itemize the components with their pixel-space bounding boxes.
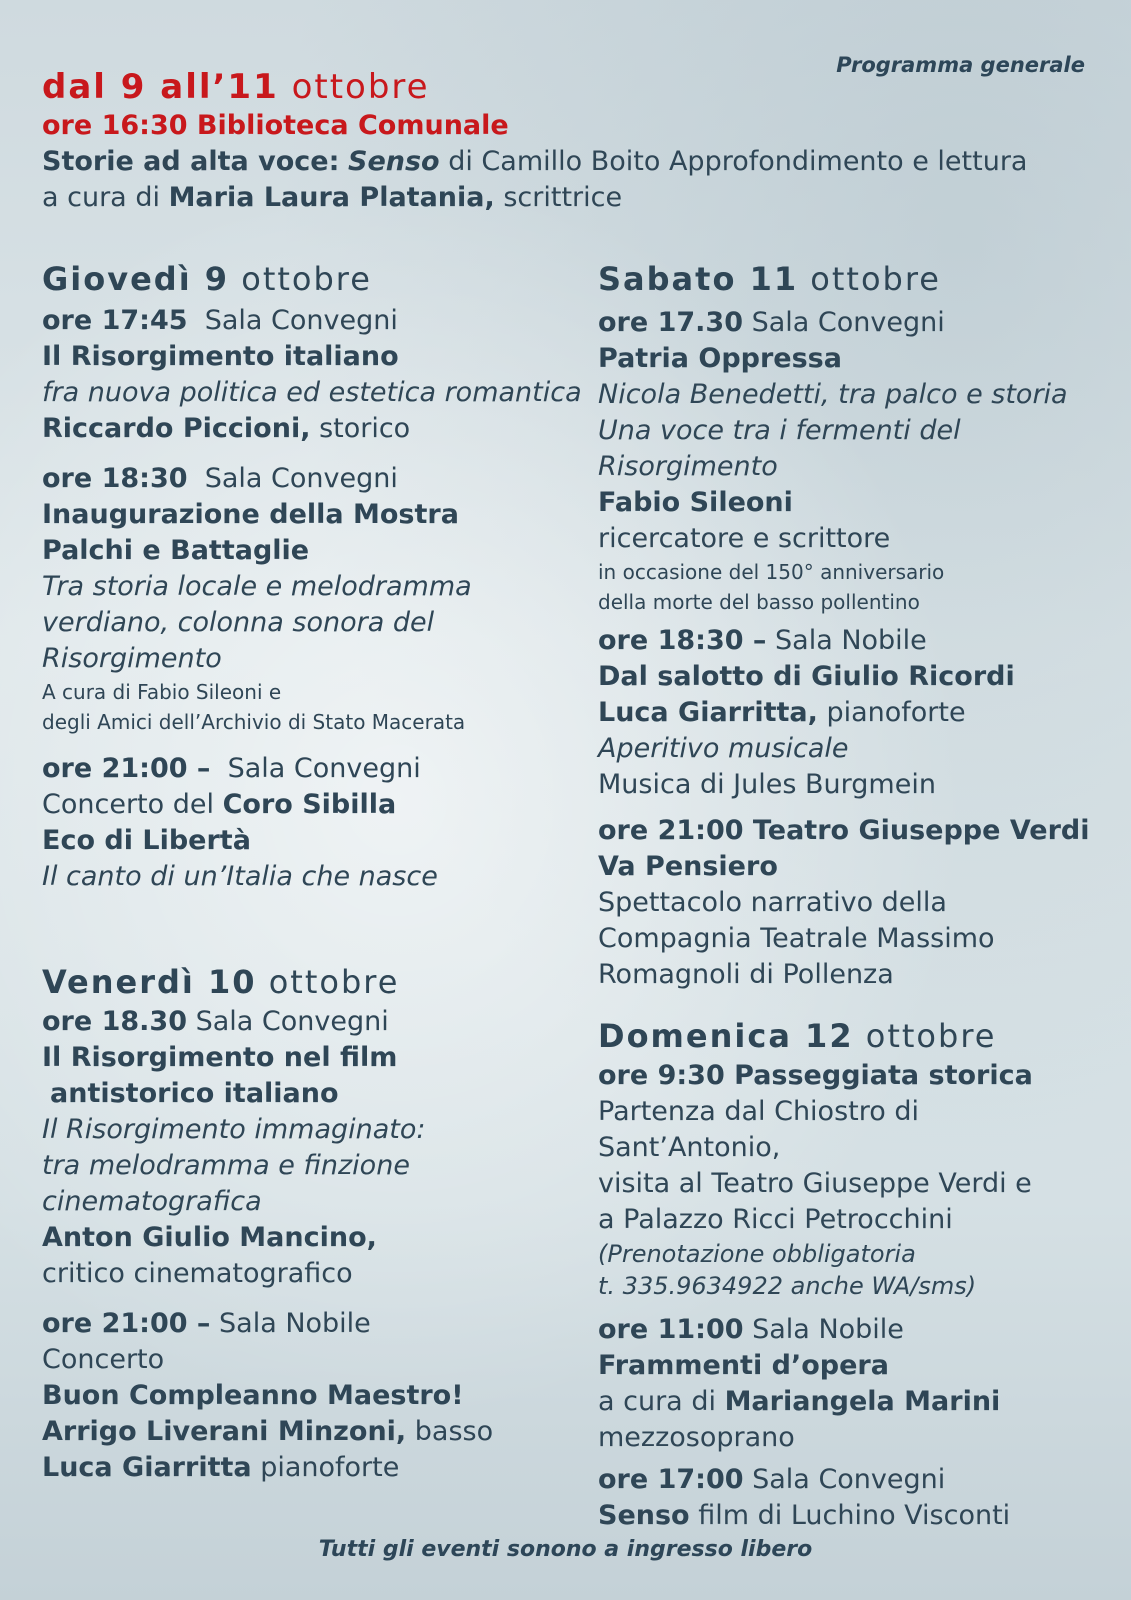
event-time: ore 17.30: [598, 307, 743, 338]
event-time: ore 18:30: [42, 463, 188, 494]
event-subtitle: Risorgimento: [42, 643, 222, 674]
day-month: ottobre: [241, 260, 372, 298]
performer: [598, 695, 1089, 731]
booking-note: (Prenotazione obbligatoria: [598, 1240, 916, 1268]
event-concert: [42, 787, 582, 823]
event-subtitle: Una voce tra i fermenti del: [598, 415, 961, 446]
event-film: [598, 1498, 1033, 1534]
event-title: Il Risorgimento nel film: [42, 1042, 398, 1073]
day-heading: [42, 259, 582, 299]
event-subtitle: Risorgimento: [598, 451, 778, 482]
event: [42, 751, 582, 895]
day-name: Sabato 11: [598, 260, 799, 298]
event-title: Eco di Libertà: [42, 825, 251, 856]
event-note: in occasione del 150° anniversario: [598, 560, 945, 584]
event-subtitle: verdiano, colonna sonora del: [42, 607, 435, 638]
intro-title-rest: di Camillo Boito Approfondimento e lettura: [448, 146, 1028, 177]
intro-dates-month: ottobre: [291, 67, 430, 107]
event-note: A cura di Fabio Sileoni e: [42, 680, 282, 704]
event: [42, 461, 582, 737]
event-place: Sala Convegni: [751, 307, 945, 338]
performer-name: Arrigo Liverani Minzoni,: [42, 1416, 407, 1447]
event-place: Sala Convegni: [227, 753, 421, 784]
event: [598, 623, 1089, 803]
curator-role: mezzosoprano: [598, 1422, 795, 1453]
performer-role: basso: [414, 1416, 494, 1447]
event-subtitle: Tra storia locale e melodramma: [42, 571, 472, 602]
event-description: Romagnoli di Pollenza: [598, 959, 894, 990]
program-label: Programma generale: [836, 53, 1085, 77]
intro-title-italic: Senso: [348, 146, 440, 177]
performer-name: Luca Giarritta: [42, 1452, 252, 1483]
event-subtitle: cinematografica: [42, 1186, 262, 1217]
event-place: Sala Convegni: [204, 463, 398, 494]
event-place: Sala Convegni: [195, 1006, 389, 1037]
concert-choir: Coro Sibilla: [222, 789, 397, 820]
event-time-place: [42, 461, 582, 497]
event-time: ore 18:30 –: [598, 625, 767, 656]
event-time-title: ore 9:30 Passeggiata storica: [598, 1060, 1033, 1091]
event-type: Concerto: [42, 1344, 165, 1375]
film-director: film di Luchino Visconti: [698, 1500, 1011, 1531]
event-subtitle: tra melodramma e finzione: [42, 1150, 410, 1181]
venerdi-section: [42, 962, 493, 1486]
event-time: ore 21:00 –: [42, 753, 211, 784]
day-heading: [42, 962, 493, 1002]
footer-note: Tutti gli eventi sonono a ingresso libero: [318, 1537, 813, 1562]
event-description: Spettacolo narrativo della: [598, 887, 947, 918]
event-description: Compagnia Teatrale Massimo: [598, 923, 995, 954]
event-time: ore 17:00: [598, 1464, 744, 1495]
intro-time-place: ore 16:30 Biblioteca Comunale: [42, 110, 509, 141]
event-subtitle: Aperitivo musicale: [598, 733, 849, 764]
event-description: Sant’Antonio,: [598, 1132, 781, 1163]
event: [598, 1312, 1033, 1456]
event-time-place: [598, 1462, 1033, 1498]
event-title: Palchi e Battaglie: [42, 535, 310, 566]
performer-name: Luca Giarritta,: [598, 697, 818, 728]
event-time-place: [598, 1312, 1033, 1348]
event-speaker: [42, 411, 582, 447]
event-note: degli Amici dell’Archivio di Stato Macerata: [42, 710, 466, 734]
day-month: ottobre: [268, 963, 400, 1001]
intro-curator-role: scrittrice: [503, 182, 623, 213]
speaker-role: storico: [319, 413, 411, 444]
speaker-name: Anton Giulio Mancino,: [42, 1222, 377, 1253]
event-description: Partenza dal Chiostro di: [598, 1096, 919, 1127]
event-subtitle: fra nuova politica ed estetica romantica: [42, 377, 582, 408]
intro-curator: [42, 180, 1027, 216]
event-title: Frammenti d’opera: [598, 1350, 889, 1381]
event-time-place: ore 21:00 Teatro Giuseppe Verdi: [598, 815, 1090, 846]
event: [598, 1058, 1033, 1302]
event-title: Buon Compleanno Maestro!: [42, 1380, 464, 1411]
domenica-section: [598, 1016, 1033, 1534]
speaker-name: Riccardo Piccioni,: [42, 413, 311, 444]
event-time: ore 18.30: [42, 1006, 187, 1037]
event-time: ore 17:45: [42, 305, 188, 336]
intro-title: [42, 144, 1027, 180]
event-time: ore 21:00 –: [42, 1308, 211, 1339]
intro-dates-bold: dal 9 all’11: [42, 67, 279, 107]
event-title: Patria Oppressa: [598, 343, 842, 374]
event-place: Sala Nobile: [752, 1314, 904, 1345]
film-title: Senso: [598, 1500, 690, 1531]
event: [598, 813, 1089, 993]
speaker-name: Fabio Sileoni: [598, 487, 793, 518]
intro-curator-name: Maria Laura Platania,: [168, 182, 495, 213]
event: [598, 1462, 1033, 1534]
event-time-place: [598, 305, 1089, 341]
day-name: Giovedì 9: [42, 260, 230, 298]
giovedi-section: [42, 259, 582, 895]
event: [42, 1306, 493, 1486]
booking-phone: t. 335.9634922 anche WA/sms): [598, 1272, 977, 1300]
event: [42, 303, 582, 447]
event-place: Sala Nobile: [219, 1308, 371, 1339]
intro-dates: [42, 66, 1027, 108]
event-title: Il Risorgimento italiano: [42, 341, 399, 372]
event-subtitle: Il canto di un’Italia che nasce: [42, 861, 438, 892]
event-note: della morte del basso pollentino: [598, 590, 920, 614]
day-month: ottobre: [810, 260, 941, 298]
event-subtitle: Il Risorgimento immaginato:: [42, 1114, 426, 1145]
event-time-place: [42, 751, 582, 787]
event-curator: [598, 1384, 1033, 1420]
event-title: Dal salotto di Giulio Ricordi: [598, 661, 1015, 692]
day-name: Venerdì 10: [42, 963, 257, 1001]
speaker-role: ricercatore e scrittore: [598, 523, 891, 554]
performer-role: pianoforte: [260, 1452, 400, 1483]
concert-pre: Concerto del: [42, 789, 214, 820]
event-place: Sala Convegni: [752, 1464, 946, 1495]
event: [598, 305, 1089, 617]
intro-section: [42, 66, 1027, 216]
event-time-place: [598, 623, 1089, 659]
event-description: a Palazzo Ricci Petrocchini: [598, 1204, 953, 1235]
event-time: ore 11:00: [598, 1314, 744, 1345]
performer-role: pianoforte: [826, 697, 966, 728]
event-music: Musica di Jules Burgmein: [598, 769, 936, 800]
performer: [42, 1414, 493, 1450]
event-description: visita al Teatro Giuseppe Verdi e: [598, 1168, 1032, 1199]
intro-curator-pre: a cura di: [42, 182, 160, 213]
day-heading: [598, 1016, 1033, 1056]
day-heading: [598, 259, 1089, 299]
event-title: antistorico italiano: [50, 1078, 339, 1109]
curator-pre: a cura di: [598, 1386, 716, 1417]
intro-title-bold: Storie ad alta voce:: [42, 146, 340, 177]
event-subtitle: Nicola Benedetti, tra palco e storia: [598, 379, 1068, 410]
event-time-place: [42, 1306, 493, 1342]
event-title: Va Pensiero: [598, 851, 778, 882]
event-time-place: [42, 303, 582, 339]
event: [42, 1004, 493, 1292]
speaker-role: critico cinematografico: [42, 1258, 353, 1289]
event-place: Sala Convegni: [204, 305, 398, 336]
performer: [42, 1450, 493, 1486]
day-name: Domenica 12: [598, 1017, 854, 1055]
sabato-section: [598, 259, 1089, 993]
curator-name: Mariangela Marini: [724, 1386, 1001, 1417]
event-place: Sala Nobile: [775, 625, 927, 656]
day-month: ottobre: [865, 1017, 997, 1055]
event-title: Inaugurazione della Mostra: [42, 499, 459, 530]
event-time-place: [42, 1004, 493, 1040]
